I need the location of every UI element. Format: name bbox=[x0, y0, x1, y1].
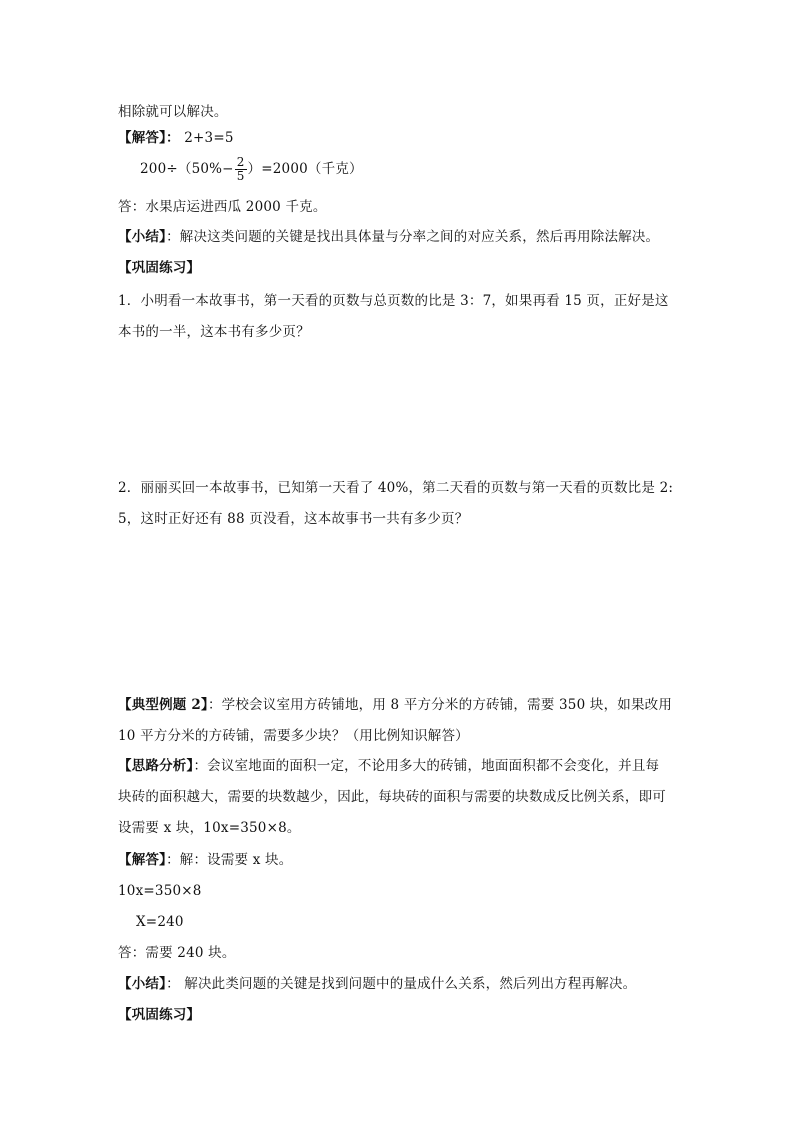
equation-line-1 bbox=[118, 881, 688, 901]
text: 块砖的面积越大，需要的块数越少，因此，每块砖的面积与需要的块数成反比例关系，即可 bbox=[118, 789, 666, 805]
text-line bbox=[118, 102, 688, 122]
text: 本书的一半，这本书有多少页？ bbox=[118, 324, 310, 340]
analysis-line-2 bbox=[118, 787, 688, 807]
text: 1．小明看一本故事书，第一天看的页数与总页数的比是 3：7，如果再看 15 页，正好是这 bbox=[118, 293, 669, 309]
section-heading bbox=[118, 1005, 688, 1025]
summary-label: 【小结】 bbox=[118, 976, 167, 992]
summary-line bbox=[118, 227, 688, 247]
section-heading bbox=[118, 258, 688, 278]
summary-label: 【小结】 bbox=[118, 229, 167, 245]
equation: X=240 bbox=[136, 914, 184, 930]
analysis-label: 【思路分析】 bbox=[118, 758, 194, 774]
text: ：学校会议室用方砖铺地，用 8 平方分米的方砖铺，需要 350 块，如果改用 bbox=[207, 697, 673, 713]
text: ：解决这类问题的关键是找出具体量与分率之间的对应关系，然后再用除法解决。 bbox=[166, 229, 660, 245]
analysis-line-3 bbox=[118, 818, 688, 838]
equation-line-2 bbox=[136, 912, 706, 932]
text-line bbox=[118, 197, 688, 217]
text: 答：水果店运进西瓜 2000 千克。 bbox=[118, 199, 327, 215]
solution-label: 【解答】 bbox=[118, 852, 167, 868]
text: ：解：设需要 x 块。 bbox=[166, 852, 293, 868]
formula-line bbox=[140, 154, 710, 184]
answer-line bbox=[118, 128, 688, 148]
example-2-line-2 bbox=[118, 726, 688, 746]
question-1-line-1 bbox=[118, 291, 688, 311]
text: ： 解决此类问题的关键是找到问题中的量成什么关系，然后列出方程再解决。 bbox=[166, 976, 637, 992]
text: 10 平方分米的方砖铺，需要多少块？（用比例知识解答） bbox=[118, 728, 469, 744]
fraction-denominator: 5 bbox=[236, 169, 245, 183]
answer-label: 【解答】： bbox=[118, 130, 180, 146]
text: ：会议室地面的面积一定，不论用多大的砖铺，地面面积都不会变化，并且每 bbox=[193, 758, 660, 774]
solution-line bbox=[118, 850, 688, 870]
question-2-line-2 bbox=[118, 509, 688, 529]
answer-line bbox=[118, 943, 688, 963]
summary-line bbox=[118, 974, 688, 994]
equation: 10x=350×8 bbox=[118, 883, 202, 899]
text: 【巩固练习】 bbox=[118, 1007, 201, 1023]
formula-post: ）=2000（千克） bbox=[247, 161, 363, 177]
text: 5，这时正好还有 88 页没看，这本故事书一共有多少页？ bbox=[118, 511, 469, 527]
formula-pre: 200÷（50%− bbox=[140, 161, 234, 177]
question-2-line-1 bbox=[118, 478, 688, 498]
example-label: 【典型例题 2】 bbox=[118, 697, 208, 713]
text: 相除就可以解决。 bbox=[118, 104, 228, 120]
question-1-line-2 bbox=[118, 322, 688, 342]
fraction-numerator: 2 bbox=[236, 155, 245, 169]
example-2-line-1 bbox=[118, 695, 688, 715]
text: 设需要 x 块，10x=350×8。 bbox=[118, 820, 301, 836]
analysis-line-1 bbox=[118, 756, 688, 776]
text: 2．丽丽买回一本故事书，已知第一天看了 40%，第二天看的页数与第一天看的页数比是 2: bbox=[118, 480, 674, 496]
text: 2+3=5 bbox=[179, 130, 234, 146]
text: 【巩固练习】 bbox=[118, 260, 201, 276]
fraction bbox=[235, 156, 247, 183]
text: 答：需要 240 块。 bbox=[118, 945, 236, 961]
